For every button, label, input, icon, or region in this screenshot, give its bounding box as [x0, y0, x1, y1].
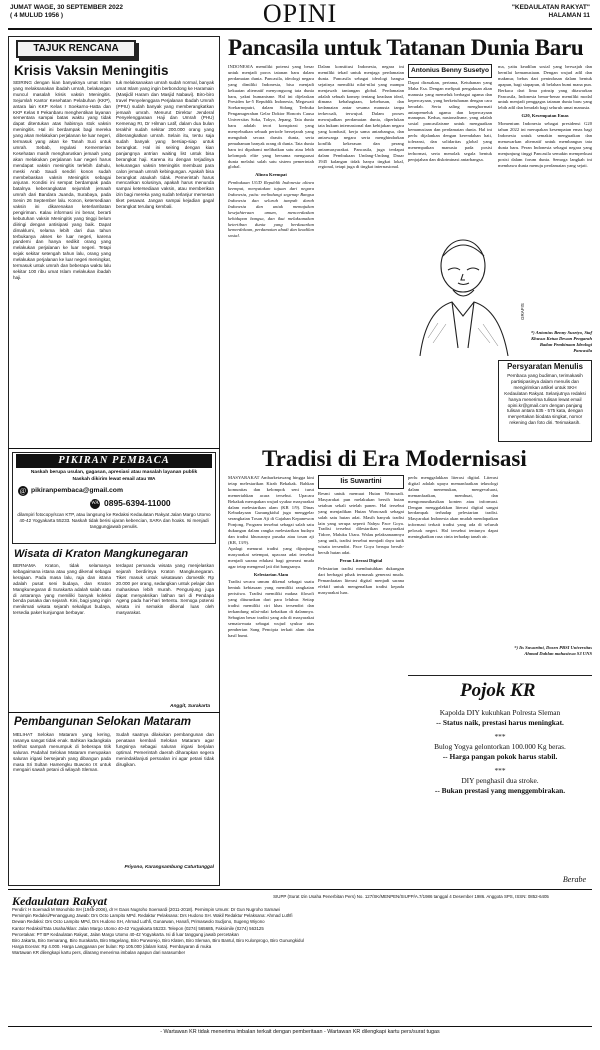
pikiran-sub: Naskah berupa usulan, gagasan, apresiasi atau masalah layanan publik: [30, 470, 198, 475]
article2-text-1: MASYARAKAT Ambarketawang hingga kini tetap melestarikan Kirab Bekakak. Bahkan komunitas dan kelompok seni turut memeriahkan acara tersebut. Upacara Bekakak merupakan wujud syukur masyarakat dalam melestarikan alam (KR 1/9). Dinas Kebudayaan Gunungkidul juga menggelar serangkaian Tosan Aji di Gajahan Kepanewon Ponjong. Program tersebut sebagai salah satu dukungan dalam rangka melestarikan budaya dan tradisi khususnya pusaka atau tosan aji (KR, 13/9).: [228, 475, 314, 545]
wisata-title: Wisata di Kraton Mangkunegaran: [14, 548, 189, 560]
article2-text-1b: Apalagi menurut tradisi yang dijunjung masyarakat setempat, upacara adat tersebut menjadi sarana edukasi bagi generasi muda agar tetap mengenal jati diri bangsanya.: [228, 545, 314, 569]
wisata-text-1: BERNAMA Kraton, tidak selamanya sebagaimana istana atau yang dikenal sebagai kerajaan. Pada masa lalu, raja dan istana adalah pusat seni budaya, dan Kraton Mangkunegaran di Surakarta adalah salah satu di antaranya yang memiliki banyak koleksi benda pusaka dan sejarah. Kini, bagi yang ingin menikmati wisata sejarah sekaligus budaya, tersedia paket kunjungan berbayar.: [13, 563, 111, 616]
email-icon: @: [19, 487, 27, 495]
pikiran-via: Naskah dikirim lewat email atau WA: [72, 477, 156, 482]
wisata-bottom-rule: [8, 712, 220, 713]
header-date: JUMAT WAGE, 30 SEPTEMBER 2022: [10, 4, 123, 11]
article1-column-2: [318, 64, 404, 354]
pikiran-note: dilampiri fotocopy/scan KTP, atau langsung ke Redaksi Kedaulatan Rakyat Jalan Margo Utomo 40-42 Yogyakarta 55233. Naskah tidak berisi ujaran kebencian, SARA dan hoaks. Isi menjadi tanggungjawab penulis.: [17, 512, 211, 529]
pojok-item-reply: -- Status naik, prestasi harus meningkat.: [436, 718, 564, 727]
pembangunan-signature: Priyono, Karangsambung Caturtunggal: [124, 865, 214, 870]
article1-text-1b: Pembukaan UUD Republik Indonesia alinea keempat, menyatakan tujuan dari negara Indonesia, yaitu: melindungi segenap Bangsa Indonesia dan seluruh tumpah darah Indonesia dan untuk memajukan kesejahteraan umum, mencerdaskan kehidupan bangsa, dan ikut melaksanakan ketertiban dunia yang berdasarkan kemerdekaan, perdamaian abadi dan keadilan sosial.: [228, 180, 314, 239]
wisata-column-2: [116, 563, 214, 703]
article2-text-2b: Pelestarian tradisi membutuhkan dukungan dari berbagai pihak termasuk generasi muda. Pemanfaatan literasi digital menjadi sarana efektif untuk mengenalkan tradisi kepada masyarakat luas.: [318, 565, 404, 595]
pojok-title: Pojok KR: [460, 680, 536, 701]
impressum-line: Harga Eceran: Rp 4.000. Harga Langganan per bulan: Rp 105.000 (dalam kota). Pembayaran di muka: [12, 944, 212, 950]
footer-rule: [8, 1026, 592, 1027]
article2-title: Tradisi di Era Modernisasi: [262, 446, 527, 471]
article1-sub-1: Alinea Keempat: [255, 172, 287, 178]
impressum-line: Pendiri: H Soemadi M Wonohito SH (1945-2006), dr H Gaos Nugroho Soemardi (2011-2018). Pemimpin Umum: Dr Gun Nugroho Samawi: [12, 907, 280, 912]
article1-author-box: [408, 64, 492, 78]
article2-column-1: [228, 475, 314, 885]
pembangunan-title: Pembangunan Selokan Mataram: [14, 716, 192, 728]
pojok-divider: ***: [494, 766, 506, 775]
article2-bio: *) Iis Suwartini, Dosen PBSI Universitas Ahmad Dahlan mahasiswa S3 UNS: [514, 645, 592, 656]
header-page: HALAMAN 11: [548, 12, 590, 19]
pojok-divider: ***: [494, 732, 506, 741]
persyaratan-body: Pembaca yang budiman, terimakasih partisipasinya dalam menulis dan mengirimkan artikel untuk SKH Kedaulatan Rakyat. Selanjutnya redaksi hanya menerima tulisan lewat email opini.kr@gmail.com dengan panjang tulisan antara 535 - 575 kata, dengan menyertakan biodata singkat, nomor rekening dan foto diri. Terimakasih.: [504, 373, 586, 426]
pembangunan-text-2: Sudah saatnya dilakukan pembangunan dan penataan kembali Selokan Mataram agar fungsinya sebagai saluran irigasi berjalan optimal. Pemerintah daerah diharapkan segera menindaklanjuti persoalan ini agar petani tidak dirugikan.: [116, 732, 214, 767]
tajuk-label-text: TAJUK RENCANA: [33, 43, 119, 54]
pikiran-wa[interactable]: 0895-6394-11000: [104, 498, 171, 508]
pojok-item-reply: -- Harga pangan pokok harus stabil.: [442, 752, 558, 761]
article1-text-1: INDONESIA memiliki potensi yang besar untuk menjadi poros tatanan baru dalam perdamaian dunia. Pancasila, ideologi negara yang dimiliki Indonesia, bisa menjadi kekuatan alternatif menyongsong tata dunia baru, yakni humanisme. Hal ini dijelaskan Presiden ke-5 Republik Indonesia, Megawati Soekarnoputri, dalam Sidang Terbuka Penganugerahan Gelar Doktor Honoris Causa Universitas Soka, Tokyo, Jepang. Tata dunia baru adalah teori konspirasi yang menyebutkan sebuah periode bersejarah yang mengubah secara drastis dunia, serta pemahaman banyak orang di dunia. Tata dunia baru ini dipahami melibatkan satu atau lebih kelompok elite yang bersama menguasai dunia melalui salah satu sistem pemerintah global.: [228, 64, 314, 170]
impressum-line: Percetakan: PT BP Kedaulatan Rakyat, Jalan Margo Utomo 40-42 Yogyakarta. Isi di luar tanggung jawab percetakan: [12, 931, 239, 937]
article2-text-2: Resmi untuk memuat Hutan Wonosadi. Masyarakat pun melakukan bersih hutan setahun sekali setelah panen. Hal tersebut yang menjadikan Hutan Wonosadi sebagai salah satu hutan adat. Masih banyak tradisi lain yang serupa seperti Nahyu Pace Goya. Tradisi tersebut dilestarikan masyarakat Tidore, Maluku Utara. Walau pelaksanaannya yang unik, tradisi tersebut menjadi daya tarik wisata tersendiri. Pace Goya berupa bersih-bersih hutan adat.: [318, 491, 404, 556]
impressum-line: Kantor Redaksi/Tata Usaha/Iklan: Jalan Margo Utomo 40-42 Yogyakarta 55233. Telepon (0274) 565685, Faksimile (0274) 563125: [12, 925, 264, 931]
article1-column-3: [408, 80, 492, 225]
article1-column-4: [498, 64, 592, 354]
tajuk-label: [16, 40, 136, 58]
header-hijri: ( 4 MULUD 1956 ): [10, 12, 64, 19]
article1-column-1: [228, 64, 314, 354]
article1-text-2: Dalam konstitusi Indonesia, negara ini memiliki tekad untuk menjaga perdamaian dunia. Pancasila sebagai ideologi bangsa sejatinya memiliki nilai-nilai yang mampu menjawab tantangan global. Perdamaian adalah sebuah konsep tentang keadaan ideal, dimana kebahagiaan, kebebasan, dan kedamaian antar sesama manusia tanpa terkecuali, terwujud. Dalam proses mewujudkan perdamaian dunia, diperlukan tata hukum internasional dan kebijakan negara yang kondusif, kerja sama antarbangsa, dan antarwarga negara serta menghindarkan konflik kekerasan dan perang antarmasyarakat. Pancasila, juga terdapat dalam Pembukaan Undang-Undang Dasar 1945 kalangan tidak hanya tingkat lokal, regional, tetapi juga di tingkat internasional.: [318, 64, 404, 170]
tajuk-title: Krisis Vaksin Meningitis: [14, 63, 169, 78]
article1-text-3: Dapat dirasakan, pertama, Ketuhanan yang Maha Esa. Dengan meliputi pengakuan akan manusia yang memeluk berbagai agama dan kepercayaan, yang berketuhanan dengan cara beradab. Serta saling menghormati antarpemeluk agama dan kepercayaan manapun. Kedua, nasionalisme, yang adalah sosial pancasilaisme untuk menguatkan kemanusiaan dan perdamaian dunia. Hal ini perlu dijalankan dengan kerendahan hati, toleransi, dan solidaritas global yang menempatkan manusia pada posisi terhormat, serta menolak segala bentuk penjajahan dan diskriminasi antarbangsa.: [408, 80, 492, 162]
pembangunan-column-2: [116, 732, 214, 862]
tajuk-bottom-rule: [8, 448, 220, 449]
pembangunan-column-1: [13, 732, 111, 882]
header-motto: "KEDAULATAN RAKYAT": [511, 4, 590, 11]
article2-column-3: [408, 475, 498, 645]
article1-text-4b: Momentum Indonesia sebagai presidensi G20 tahun 2022 ini merupakan kesempatan emas bagi Indonesia untuk semakin menguatkan dan menawarkan alternatif untuk membangun tata dunia baru. Peran Indonesia sebagai negara yang menjunjung tinggi Pancasila semakin memperkuat posisi dalam forum dunia. Semoga langkah ini membawa dunia menuju perdamaian yang sejati.: [498, 121, 592, 168]
pojok-item-text: Bulog Yogya gelontorkan 100.000 Kg beras.: [434, 742, 566, 751]
pojok-items: [412, 708, 588, 796]
whatsapp-icon: [90, 499, 100, 509]
article2-column-2: [318, 491, 404, 885]
siupp: SIUPP (Surat Izin Usaha Penerbitan Pers) No. 127/SK/MENPEN/SIUPP/A.7/1986 tanggal 4 Desember 1986. Anggota SPS, ISSN: 0852-6405: [273, 894, 549, 899]
pojok-item: [412, 708, 588, 728]
pojok-item-text: Kapolda DIY kukuhkan Polresta Sleman: [439, 708, 561, 717]
article1-author: Antonius Benny Susetyo: [410, 67, 490, 74]
tajuk-column-1: [13, 80, 111, 445]
article1-bio: *) Antonius Benny Susetyo, Staf Khusus Ketua Dewan Pengarah Badan Pembinaan Ideologi Pancasila: [530, 330, 592, 353]
tajuk-column-2: [116, 80, 214, 445]
header-rule: [8, 28, 592, 30]
impressum-line: Biro Jakarta, Biro Semarang, Biro Surakarta, Biro Magelang, Biro Purworejo, Biro Klaten, Biro Sleman, Biro Bantul, Biro Kulonprogo, Biro Gunungkidul: [12, 938, 304, 944]
pikiran-email[interactable]: pikiranpembaca@gmail.com: [31, 487, 123, 494]
article2-author: Iis Suwartini: [340, 478, 382, 485]
tajuk-text-1: SEIRING dengan kian banyaknya umat Islam yang melaksanakan ibadah umrah, belakangan muncul masalah krisis vaksin Meningitis. Sejumlah Kantor Kesehatan Pelabuhan (KKP), antara lain KKP Kelas I Soekarno-Hatta dan KKP Kelas II Pekanbaru menghentikan layanan sementara sampai batas waktu yang tidak dapat ditentukan atas habisnya stok vaksin meningitis. Hal ini berdampak bagi mereka yang akan melakukan perjalanan ke luar negeri, termasuk yang akan ke Tanah Suci untuk umrah. Sebab, regulasi Kementerian Kesehatan masih mengharuskan jemaah yang akan melakukan perjalanan luar negeri harus mendapat vaksin meningitis terlebih dahulu, meski Arab Saudi sendiri konon sudah membebaskan vaksin Meningitis sebagai anjuran. Kondisi ini sempat berdampak pada batalnya keberangkatan sejumlah jemaah umrah dari Bandara Juanda, Surabaya, pada Senin 26 September lalu. Konon, ketersediaan vaksin ini dikarenakan keterlambatan pengiriman. Kalau informasi ini benar, berarti kebutuhan vaksin Meningitis yang tinggi belum diiringi dengan antisipasi yang baik. Dapat dimaklumi, selama lebih dari dua tahun terbukanya akses ke luar negeri, karena pandemi dan hanya sedikit orang yang melakukan perjalanan ke luar negeri. Tetapi sejak sekitar setengah tahun lalu, orang yang melakukan perjalanan ke luar negeri meningkat, termasuk untuk umrah dan beberapa waktu lalu sekitar 100 ribu umat Islam melakukan ibadah haji.: [13, 80, 111, 280]
pembangunan-text-1: MELIHAT Selokan Mataram yang kering, rasanya sangat tidak enak. Bahkan kadangkala terlihat sampah menumpuk di beberapa titik saluran. Padahal Selokan Mataram merupakan saluran irigasi bersejarah yang dibangun pada masa Sri Sultan Hamengku Buwono IX untuk mengairi sawah petani di wilayah Sleman.: [13, 732, 111, 773]
pojok-item-text: DIY penghasil dua stroke.: [461, 776, 539, 785]
article2-text-3: perlu menggalakkan literasi digital. Literasi digital adalah upaya memanfaatkan teknologi dalam menemukan, mengevaluasi, memanfaatkan, membuat, dan mengomunikasikan konten atau informasi. Dengan menggalakkan literasi digital sangat berdampak terhadap pelestarian tradisi. Masyarakat Indonesia akan mudah mendapatkan informasi terkait tradisi yang ada di seluruh pelosok negeri. Hal tersebut tentunya dapat meningkatkan rasa cinta terhadap tanah air.: [408, 475, 498, 540]
impressum-rule: [8, 889, 592, 890]
tajuk-text-2: tuk melaksanakan umrah sudah normal, banyak umat Islam yang ingin berbondong ke Haramain (Masjidil Haram dan Masjid Nabawi). Biro-biro travel Penyelenggara Perjalanan Ibadah Umrah (PPIU) sudah banyak yang memberangkatkan jemaah umrah. Menurut Direktur Jenderal Penyelenggaraan Haji dan Umrah (PHU) Kemenag RI, Dr Hilman Latif, dalam dua bulan terakhir sudah sekitar 200.000 orang yang diberangkatkan umrah. Selain itu, tentu saja sudah banyak yang bersiap-siap untuk berangkat. Hal ini seiring dengan kian panjangnya antrian waiting list untuk bisa berangkat haji. Karena itu dengan terjadinya kekurangan vaksin Meningitis membuat para calon jemaah umrah kebingungan. Apakah bisa berangkat ataukah tidak. Pemerintah harus mencarikan solusinya, apakah harus menunda sampai ketersediaan vaksin, atau memberikan izin bagi mereka yang sudah terlanjur memesan tiket pesawat. Jangan sampai kejadian gagal berangkat terulang kembali.: [116, 80, 214, 210]
pojok-item: [412, 776, 588, 796]
persyaratan-title: Persyaratan Menulis: [507, 362, 583, 371]
article2-sub-1: Kelestarian Alam: [253, 571, 289, 577]
pojok-item-reply: -- Bukan prestasi yang menggembirakan.: [434, 786, 566, 795]
pikiran-title: [16, 454, 212, 468]
pikiran-title-text: PIKIRAN PEMBACA: [58, 455, 170, 466]
wisata-column-1: [13, 563, 111, 713]
article1-title: Pancasila untuk Tatanan Dunia Baru: [228, 35, 584, 60]
pojok-sign: Berabe: [562, 875, 586, 884]
article2-text-1c: Tradisi secara umum dikenal sebagai suatu bentuk kebiasaan yang memiliki rangkaian peristiwa. Tradisi memiliki makna filosofi yang diturunkan dari para leluhur. Setiap tradisi memiliki ciri khas tersendiri dan terkandung nilai-nilai kebaikan di dalamnya. Sebagian besar tradisi yang ada di masyarakat semata-mata sebagai wujud syukur atas pemberian Sang Pencipta terkait alam dan hasil bumi.: [228, 579, 314, 638]
impressum-lines: [12, 907, 592, 957]
impressum-line: Pemimpin Redaksi/Penanggung Jawab: Drs Octo Lampito MPd. Redaktur Pelaksana: Drs Hudono SH. Wakil Redaktur Pelaksana: Ahmad Luthfi: [12, 913, 293, 919]
whatsapp-label: WA: [91, 501, 99, 506]
section-title: OPINI: [262, 0, 338, 28]
article1-text-4: ma, yaitu keadilan sosial yang berwajah dan bernilai kemanusiaan. Dengan wujud adil dan makmur, bebas dari penindasan dalam bentuk apapun, bagi siapapun, di belahan bumi mana pun. Berkaca dari lima prinsip yang ditawarkan Pancasila, Indonesia benar-benar memiliki modal untuk menjadi penggagas tatanan dunia baru yang lebih adil dan beradab bagi seluruh umat manusia.: [498, 64, 592, 111]
article2-sub-2: Peran Literasi Digital: [339, 557, 383, 563]
article1-sub-2: G20, Kesempatan Emas: [521, 113, 569, 119]
photo-credit: GRAFIS: [520, 303, 525, 320]
kr-logo: Kedaulatan Rakyat: [12, 894, 108, 908]
footer-note: - Wartawan KR tidak menerima imbalan terkait dengan pemberitaan - Wartawan KR dilengkapi kartu pers/surat tugas: [160, 1029, 440, 1035]
impressum-line: Wartawan KR dilengkapi kartu pers, dilarang menerima imbalan apapun dari narasumber: [12, 950, 186, 956]
article2-author-box: [318, 475, 404, 489]
wisata-signature: Anggit, Surakarta: [170, 704, 210, 709]
impressum-line: Dewan Redaksi: Drs Octo Lampito MPd, Drs Hudono SH, Ahmad Luthfi, Gunarwan, Hanafi, Primaswolo Sudjono, Sugeng Wiyono: [12, 919, 265, 925]
pojok-item: [412, 742, 588, 762]
wisata-text-2: terdapat pemandu wisata yang menjelaskan sejarah berdirinya Kraton Mangkunegaran. Tiket masuk untuk wisatawan domestik Rp 20.000 per orang, sedangkan untuk pelajar dan mahasiswa lebih murah. Pengunjung juga dapat menyaksikan latihan tari di Pendapa Ageng pada hari-hari tertentu. Semoga potensi wisata ini semakin dikenal luas oleh masyarakat.: [116, 563, 214, 616]
